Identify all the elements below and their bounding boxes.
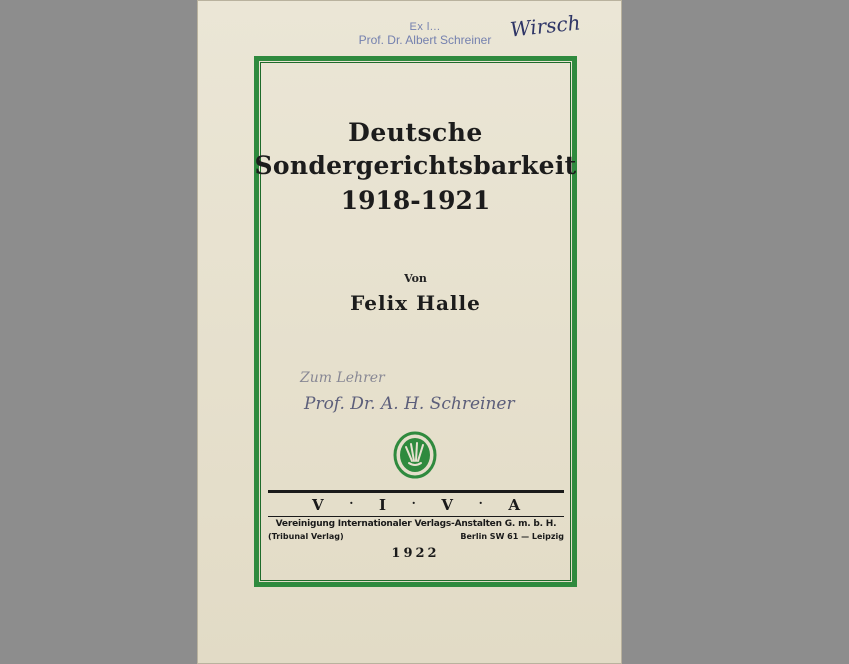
- imprint-dot: ·: [478, 496, 483, 510]
- imprint-dot: ·: [411, 496, 416, 510]
- publisher-note-right: Berlin SW 61 — Leipzig: [460, 532, 564, 541]
- imprint-letter: V: [312, 496, 324, 514]
- by-label: Von: [404, 272, 427, 285]
- owner-stamp: [340, 21, 510, 47]
- publisher-name: Vereinigung Internationaler Verlags-Anstalten G. m. b. H.: [275, 519, 557, 529]
- publisher-notes: [268, 532, 564, 541]
- author-name: Felix Halle: [350, 291, 481, 315]
- stamp-line-1: Ex l...: [409, 21, 441, 33]
- imprint-rule-top: [268, 490, 564, 493]
- imprint-letter: I: [378, 496, 387, 514]
- title-line-3: 1918-1921: [340, 186, 491, 215]
- dedication-line-1: Zum Lehrer: [300, 370, 385, 386]
- dedication-line-2: Prof. Dr. A. H. Schreiner: [304, 394, 515, 414]
- publisher-note-left: (Tribunal Verlag): [268, 532, 344, 541]
- imprint-letter: A: [508, 496, 520, 514]
- handwritten-signature: Wirsch: [508, 10, 582, 42]
- imprint-rule-middle: [268, 516, 564, 517]
- stamp-line-2: Prof. Dr. Albert Schreiner: [358, 33, 492, 47]
- viva-emblem-icon: [393, 431, 437, 479]
- title-line-2: Sondergerichtsbarkeit: [254, 151, 577, 180]
- publication-year: 1922: [391, 546, 440, 561]
- title-line-1: Deutsche: [348, 118, 483, 147]
- imprint-letter: V: [441, 496, 453, 514]
- imprint-letters: [268, 496, 564, 514]
- imprint-dot: ·: [349, 496, 354, 510]
